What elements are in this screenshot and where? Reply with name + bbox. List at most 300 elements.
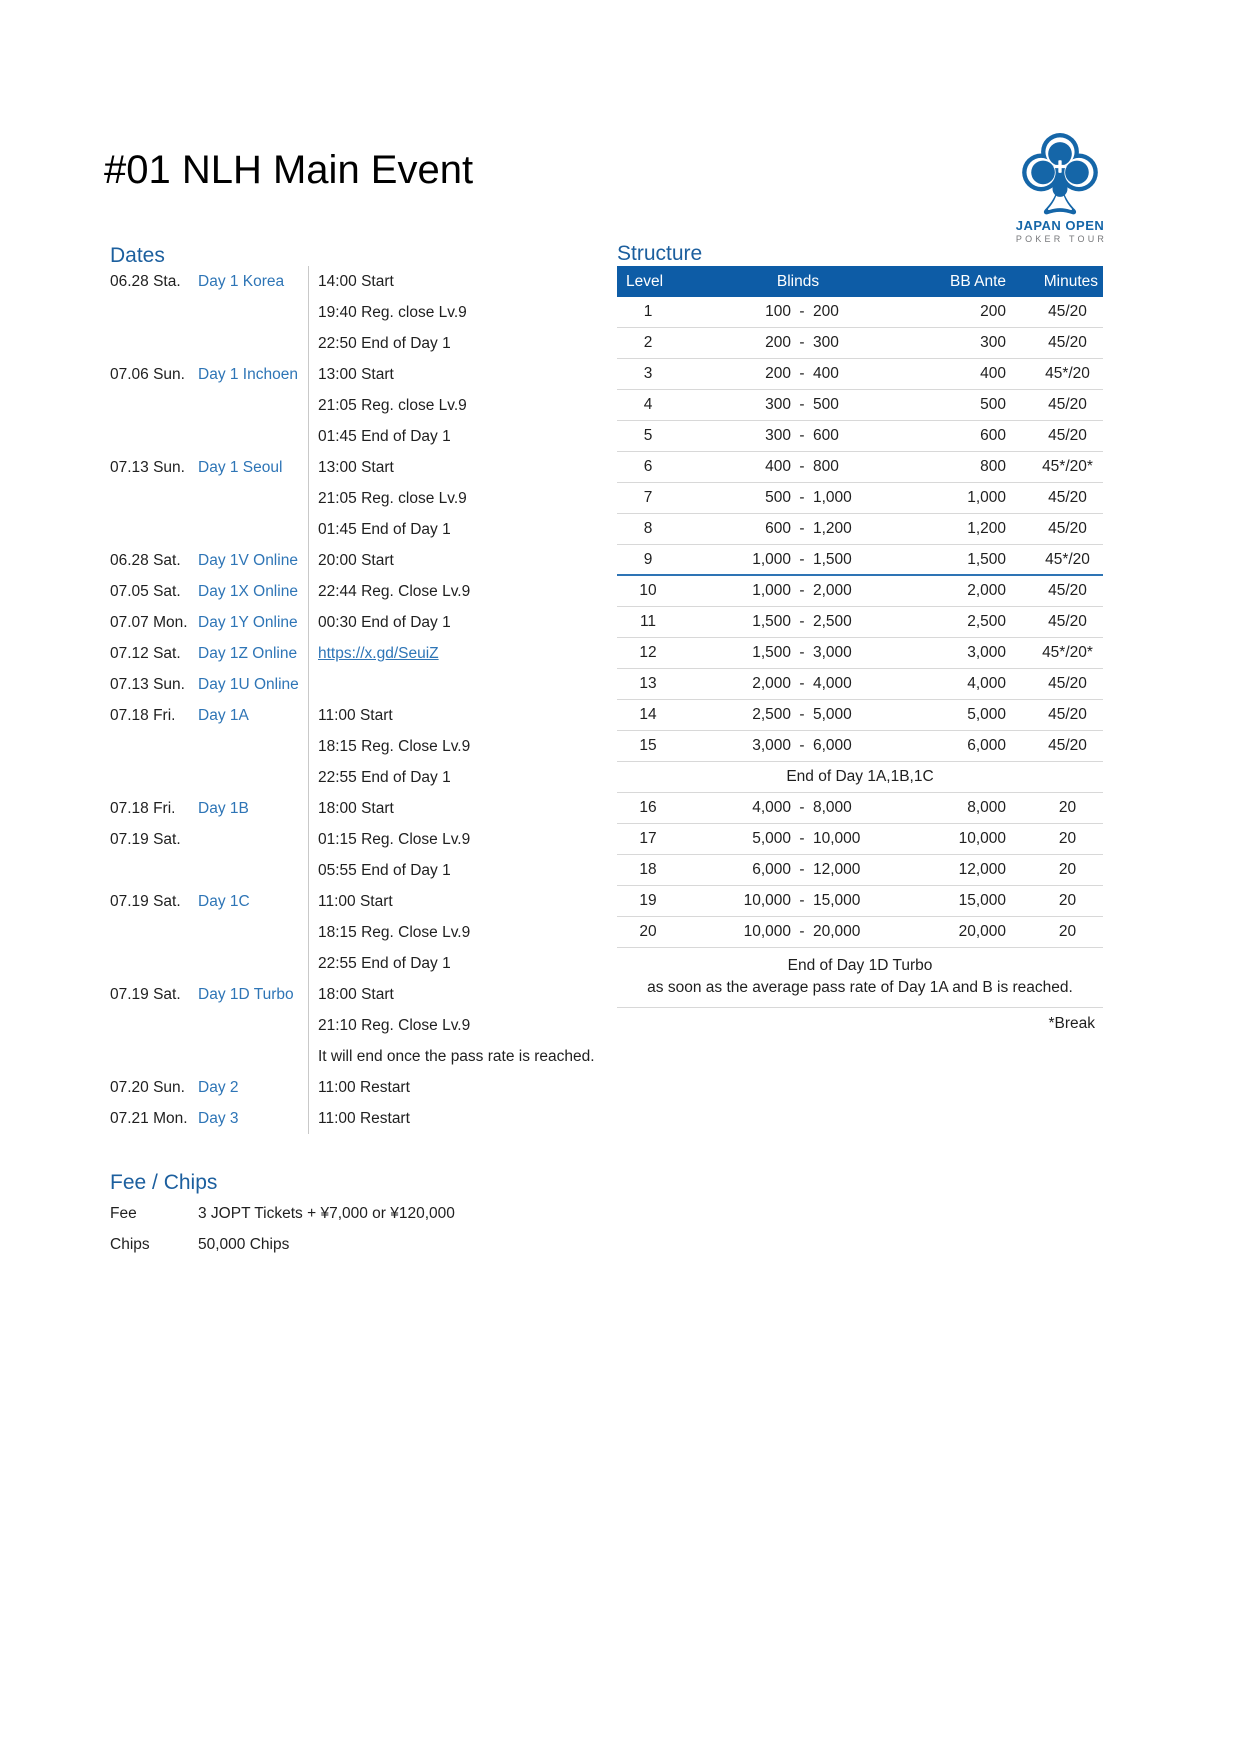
day-label: Day 1 Seoul <box>198 459 283 476</box>
level-cell: 18 <box>639 861 657 878</box>
blinds-cell <box>679 297 917 327</box>
blinds-dash: - <box>799 675 805 692</box>
blinds-dash: - <box>799 334 805 351</box>
bb-ante-cell: 500 <box>980 396 1006 413</box>
day-label: Day 1A <box>198 707 249 724</box>
dates-row <box>110 1072 620 1103</box>
break-footnote: *Break <box>1048 1015 1095 1032</box>
day1abc-end-label: End of Day 1A,1B,1C <box>786 768 934 785</box>
big-blind: 5,000 <box>813 706 852 723</box>
minutes-cell: 45/20 <box>1048 706 1087 723</box>
time-cell: 21:05 Reg. close Lv.9 <box>308 483 620 514</box>
dates-row <box>110 824 620 855</box>
minutes-cell: 45/20 <box>1048 613 1087 630</box>
dates-row <box>110 886 620 917</box>
time-cell: 11:00 Restart <box>308 1072 620 1103</box>
day-label: Day 1 Korea <box>198 273 285 290</box>
level-cell: 7 <box>643 489 653 506</box>
day-label: Day 1D Turbo <box>198 986 294 1003</box>
small-blind: 100 <box>765 303 791 320</box>
level-cell: 16 <box>639 799 657 816</box>
structure-level-row <box>617 328 1103 359</box>
structure-level-row <box>617 359 1103 390</box>
small-blind: 500 <box>765 489 791 506</box>
bb-ante-cell: 8,000 <box>967 799 1006 816</box>
break-footnote-row <box>617 1008 1103 1040</box>
dates-row <box>110 793 620 824</box>
page-title: #01 NLH Main Event <box>104 148 474 192</box>
level-cell: 2 <box>643 334 653 351</box>
big-blind: 1,000 <box>813 489 852 506</box>
time-cell: 22:50 End of Day 1 <box>308 328 620 359</box>
minutes-cell: 45/20 <box>1048 737 1087 754</box>
structure-level-row <box>617 700 1103 731</box>
structure-level-row <box>617 545 1103 576</box>
dates-section <box>110 245 620 1134</box>
big-blind: 300 <box>813 334 839 351</box>
col-header-minutes: Minutes <box>1043 273 1098 290</box>
small-blind: 5,000 <box>752 830 791 847</box>
small-blind: 300 <box>765 427 791 444</box>
small-blind: 600 <box>765 520 791 537</box>
date-cell: 07.19 Sat. <box>110 893 181 910</box>
blinds-dash: - <box>799 427 805 444</box>
structure-level-row <box>617 390 1103 421</box>
big-blind: 1,200 <box>813 520 852 537</box>
date-cell: 07.19 Sat. <box>110 831 181 848</box>
bb-ante-cell: 4,000 <box>967 675 1006 692</box>
bb-ante-cell: 1,000 <box>967 489 1006 506</box>
day1z-online-link[interactable]: https://x.gd/SeuiZ <box>318 645 439 662</box>
date-cell <box>110 1041 198 1072</box>
date-cell <box>110 514 198 545</box>
minutes-cell: 20 <box>1058 830 1077 847</box>
blinds-cell <box>679 576 917 606</box>
level-cell: 3 <box>643 365 653 382</box>
structure-table-header <box>617 266 1103 297</box>
small-blind: 3,000 <box>752 737 791 754</box>
big-blind: 10,000 <box>813 830 861 847</box>
blinds-dash: - <box>799 396 805 413</box>
small-blind: 1,000 <box>752 582 791 599</box>
fee-label: Fee <box>110 1205 137 1222</box>
small-blind: 1,000 <box>752 551 791 568</box>
small-blind: 400 <box>765 458 791 475</box>
time-cell: 01:15 Reg. Close Lv.9 <box>308 824 620 855</box>
dates-row <box>110 979 620 1010</box>
blinds-dash: - <box>799 613 805 630</box>
time-cell: 05:55 End of Day 1 <box>308 855 620 886</box>
minutes-cell: 45*/20 <box>1045 551 1090 568</box>
date-cell <box>110 483 198 514</box>
time-cell: 21:10 Reg. Close Lv.9 <box>308 1010 620 1041</box>
blinds-dash: - <box>799 458 805 475</box>
bb-ante-cell: 6,000 <box>967 737 1006 754</box>
date-cell <box>110 390 198 421</box>
time-cell: 13:00 Start <box>308 359 620 390</box>
bb-ante-cell: 1,500 <box>967 551 1006 568</box>
time-cell <box>308 638 620 669</box>
date-cell <box>110 328 198 359</box>
big-blind: 6,000 <box>813 737 852 754</box>
level-cell: 5 <box>643 427 653 444</box>
minutes-cell: 45/20 <box>1048 334 1087 351</box>
level-cell: 4 <box>643 396 653 413</box>
day-label: Day 1Y Online <box>198 614 298 631</box>
dates-row <box>110 855 620 886</box>
big-blind: 200 <box>813 303 839 320</box>
col-header-level: Level <box>626 273 664 290</box>
level-cell: 1 <box>643 303 653 320</box>
day-label: Day 1B <box>198 800 249 817</box>
date-cell: 07.06 Sun. <box>110 366 185 383</box>
small-blind: 200 <box>765 334 791 351</box>
level-cell: 17 <box>639 830 657 847</box>
day-label <box>198 824 308 855</box>
big-blind: 12,000 <box>813 861 861 878</box>
bb-ante-cell: 12,000 <box>958 861 1006 878</box>
blinds-cell <box>679 917 917 947</box>
logo-title: JAPAN OPEN <box>1015 218 1105 233</box>
time-cell: 18:00 Start <box>308 793 620 824</box>
minutes-cell: 45/20 <box>1048 582 1087 599</box>
date-cell <box>110 917 198 948</box>
bb-ante-cell: 2,000 <box>967 582 1006 599</box>
time-cell: 01:45 End of Day 1 <box>308 421 620 452</box>
dates-row <box>110 948 620 979</box>
structure-levels-16-20 <box>617 793 1103 948</box>
blinds-dash: - <box>799 489 805 506</box>
time-cell: 18:15 Reg. Close Lv.9 <box>308 731 620 762</box>
fee-chips-section <box>110 1172 630 1260</box>
time-cell: 21:05 Reg. close Lv.9 <box>308 390 620 421</box>
minutes-cell: 20 <box>1058 861 1077 878</box>
structure-level-row <box>617 514 1103 545</box>
bb-ante-cell: 3,000 <box>967 644 1006 661</box>
fee-row <box>110 1229 630 1260</box>
minutes-cell: 45/20 <box>1048 427 1087 444</box>
dates-table <box>110 266 620 1134</box>
level-cell: 19 <box>639 892 657 909</box>
level-cell: 11 <box>639 613 657 630</box>
blinds-cell <box>679 452 917 482</box>
time-cell: 22:44 Reg. Close Lv.9 <box>308 576 620 607</box>
big-blind: 400 <box>813 365 839 382</box>
minutes-cell: 20 <box>1058 799 1077 816</box>
small-blind: 10,000 <box>743 923 791 940</box>
structure-level-row <box>617 669 1103 700</box>
date-cell <box>110 948 198 979</box>
blinds-cell <box>679 886 917 916</box>
minutes-cell: 45/20 <box>1048 489 1087 506</box>
date-cell: 07.18 Fri. <box>110 800 176 817</box>
time-cell: It will end once the pass rate is reached. <box>308 1041 620 1072</box>
level-cell: 14 <box>639 706 657 723</box>
club-logo-icon <box>1020 133 1100 215</box>
structure-level-row <box>617 855 1103 886</box>
bb-ante-cell: 2,500 <box>967 613 1006 630</box>
level-cell: 9 <box>643 551 653 568</box>
bb-ante-cell: 20,000 <box>958 923 1006 940</box>
day-label <box>198 855 308 886</box>
day1d-end-note-line2: as soon as the average pass rate of Day 1A and B is reached. <box>647 979 1073 996</box>
bb-ante-cell: 5,000 <box>967 706 1006 723</box>
small-blind: 2,500 <box>752 706 791 723</box>
dates-row <box>110 1041 620 1072</box>
day-label: Day 1X Online <box>198 583 298 600</box>
big-blind: 20,000 <box>813 923 861 940</box>
day-label <box>198 297 308 328</box>
day-label: Day 1U Online <box>198 676 299 693</box>
big-blind: 800 <box>813 458 839 475</box>
dates-row <box>110 421 620 452</box>
minutes-cell: 45*/20 <box>1045 365 1090 382</box>
structure-level-row <box>617 421 1103 452</box>
small-blind: 6,000 <box>752 861 791 878</box>
blinds-dash: - <box>799 303 805 320</box>
time-cell: 14:00 Start <box>308 266 620 297</box>
time-cell: 00:30 End of Day 1 <box>308 607 620 638</box>
dates-row <box>110 545 620 576</box>
small-blind: 1,500 <box>752 613 791 630</box>
bb-ante-cell: 800 <box>980 458 1006 475</box>
bb-ante-cell: 300 <box>980 334 1006 351</box>
structure-level-row <box>617 483 1103 514</box>
minutes-cell: 45/20 <box>1048 520 1087 537</box>
blinds-cell <box>679 421 917 451</box>
date-cell: 06.28 Sta. <box>110 273 181 290</box>
big-blind: 2,000 <box>813 582 852 599</box>
day-label: Day 1V Online <box>198 552 298 569</box>
blinds-dash: - <box>799 706 805 723</box>
day-label: Day 1 Inchoen <box>198 366 298 383</box>
blinds-cell <box>679 390 917 420</box>
day-label <box>198 514 308 545</box>
fee-chips-table <box>110 1198 630 1260</box>
dates-row <box>110 638 620 669</box>
structure-heading: Structure <box>617 242 703 265</box>
time-cell: 11:00 Start <box>308 886 620 917</box>
dates-row <box>110 1010 620 1041</box>
big-blind: 4,000 <box>813 675 852 692</box>
dates-row <box>110 917 620 948</box>
date-cell: 07.12 Sat. <box>110 645 181 662</box>
blinds-dash: - <box>799 861 805 878</box>
small-blind: 200 <box>765 365 791 382</box>
dates-row <box>110 762 620 793</box>
level-cell: 15 <box>639 737 657 754</box>
date-cell: 07.13 Sun. <box>110 459 185 476</box>
dates-row <box>110 669 620 700</box>
day-label <box>198 762 308 793</box>
dates-row <box>110 700 620 731</box>
level-cell: 13 <box>639 675 657 692</box>
big-blind: 2,500 <box>813 613 852 630</box>
bb-ante-cell: 200 <box>980 303 1006 320</box>
structure-level-row <box>617 824 1103 855</box>
dates-row <box>110 297 620 328</box>
structure-level-row <box>617 793 1103 824</box>
bb-ante-cell: 600 <box>980 427 1006 444</box>
date-cell <box>110 855 198 886</box>
big-blind: 1,500 <box>813 551 852 568</box>
day1d-end-note-line1: End of Day 1D Turbo <box>787 957 933 974</box>
fee-value: 50,000 Chips <box>198 1236 290 1253</box>
structure-level-row <box>617 731 1103 762</box>
jopt-logo <box>1008 133 1112 244</box>
day1abc-end-row <box>617 762 1103 793</box>
blinds-dash: - <box>799 520 805 537</box>
blinds-dash: - <box>799 582 805 599</box>
time-cell: 18:15 Reg. Close Lv.9 <box>308 917 620 948</box>
minutes-cell: 45*/20* <box>1042 644 1093 661</box>
day-label <box>198 328 308 359</box>
dates-row <box>110 483 620 514</box>
day-label: Day 3 <box>198 1110 239 1127</box>
big-blind: 8,000 <box>813 799 852 816</box>
small-blind: 1,500 <box>752 644 791 661</box>
day-label: Day 1C <box>198 893 250 910</box>
dates-row <box>110 390 620 421</box>
dates-row <box>110 328 620 359</box>
small-blind: 300 <box>765 396 791 413</box>
structure-section <box>617 244 1103 1040</box>
dates-row <box>110 731 620 762</box>
structure-level-row <box>617 917 1103 948</box>
blinds-dash: - <box>799 830 805 847</box>
blinds-cell <box>679 607 917 637</box>
bb-ante-cell: 1,200 <box>967 520 1006 537</box>
level-cell: 8 <box>643 520 653 537</box>
blinds-dash: - <box>799 799 805 816</box>
structure-level-row <box>617 638 1103 669</box>
dates-row <box>110 359 620 390</box>
level-cell: 20 <box>639 923 657 940</box>
blinds-cell <box>679 359 917 389</box>
date-cell <box>110 421 198 452</box>
date-cell: 07.20 Sun. <box>110 1079 185 1096</box>
day-label <box>198 390 308 421</box>
day-label <box>198 731 308 762</box>
logo-subtitle: POKER TOUR <box>1015 234 1108 244</box>
time-cell: 22:55 End of Day 1 <box>308 762 620 793</box>
blinds-dash: - <box>799 923 805 940</box>
small-blind: 2,000 <box>752 675 791 692</box>
col-header-blinds: Blinds <box>776 273 820 290</box>
minutes-cell: 20 <box>1058 892 1077 909</box>
day-label <box>198 483 308 514</box>
minutes-cell: 20 <box>1058 923 1077 940</box>
blinds-dash: - <box>799 737 805 754</box>
day-label <box>198 917 308 948</box>
blinds-cell <box>679 793 917 823</box>
blinds-cell <box>679 855 917 885</box>
big-blind: 15,000 <box>813 892 861 909</box>
bb-ante-cell: 10,000 <box>958 830 1006 847</box>
level-cell: 6 <box>643 458 653 475</box>
dates-row <box>110 452 620 483</box>
structure-level-row <box>617 886 1103 917</box>
minutes-cell: 45/20 <box>1048 303 1087 320</box>
time-cell: 13:00 Start <box>308 452 620 483</box>
structure-level-row <box>617 576 1103 607</box>
day-label <box>198 1041 308 1072</box>
bb-ante-cell: 400 <box>980 365 1006 382</box>
structure-level-row <box>617 607 1103 638</box>
time-cell: 22:55 End of Day 1 <box>308 948 620 979</box>
blinds-dash: - <box>799 644 805 661</box>
level-cell: 10 <box>639 582 657 599</box>
dates-row <box>110 576 620 607</box>
time-cell: 20:00 Start <box>308 545 620 576</box>
blinds-cell <box>679 514 917 544</box>
day-label <box>198 948 308 979</box>
minutes-cell: 45*/20* <box>1042 458 1093 475</box>
small-blind: 4,000 <box>752 799 791 816</box>
blinds-cell <box>679 483 917 513</box>
day-label <box>198 421 308 452</box>
day-label <box>198 1010 308 1041</box>
big-blind: 500 <box>813 396 839 413</box>
date-cell: 07.13 Sun. <box>110 676 185 693</box>
blinds-cell <box>679 328 917 358</box>
big-blind: 3,000 <box>813 644 852 661</box>
dates-row <box>110 607 620 638</box>
minutes-cell: 45/20 <box>1048 396 1087 413</box>
minutes-cell: 45/20 <box>1048 675 1087 692</box>
structure-level-row <box>617 452 1103 483</box>
date-cell <box>110 762 198 793</box>
date-cell: 07.05 Sat. <box>110 583 181 600</box>
date-cell: 07.19 Sat. <box>110 986 181 1003</box>
col-header-bb-ante: BB Ante <box>949 273 1006 290</box>
big-blind: 600 <box>813 427 839 444</box>
structure-levels-1-15 <box>617 297 1103 762</box>
date-cell <box>110 731 198 762</box>
date-cell: 07.18 Fri. <box>110 707 176 724</box>
date-cell <box>110 297 198 328</box>
blinds-dash: - <box>799 551 805 568</box>
time-cell: 18:00 Start <box>308 979 620 1010</box>
time-cell: 01:45 End of Day 1 <box>308 514 620 545</box>
dates-row <box>110 266 620 297</box>
level-cell: 12 <box>639 644 657 661</box>
blinds-cell <box>679 545 917 574</box>
blinds-cell <box>679 669 917 699</box>
bb-ante-cell: 15,000 <box>958 892 1006 909</box>
date-cell: 06.28 Sat. <box>110 552 181 569</box>
dates-row <box>110 1103 620 1134</box>
time-cell: 11:00 Restart <box>308 1103 620 1134</box>
fee-label: Chips <box>110 1236 150 1253</box>
fee-value: 3 JOPT Tickets + ¥7,000 or ¥120,000 <box>198 1205 455 1222</box>
dates-row <box>110 514 620 545</box>
time-cell: 19:40 Reg. close Lv.9 <box>308 297 620 328</box>
blinds-cell <box>679 731 917 761</box>
fee-chips-heading: Fee / Chips <box>110 1171 218 1194</box>
blinds-dash: - <box>799 892 805 909</box>
date-cell: 07.07 Mon. <box>110 614 188 631</box>
fee-row <box>110 1198 630 1229</box>
day1d-end-note <box>617 948 1103 1008</box>
blinds-cell <box>679 824 917 854</box>
structure-level-row <box>617 297 1103 328</box>
blinds-cell <box>679 700 917 730</box>
blinds-cell <box>679 638 917 668</box>
blinds-dash: - <box>799 365 805 382</box>
day-label: Day 2 <box>198 1079 239 1096</box>
small-blind: 10,000 <box>743 892 791 909</box>
